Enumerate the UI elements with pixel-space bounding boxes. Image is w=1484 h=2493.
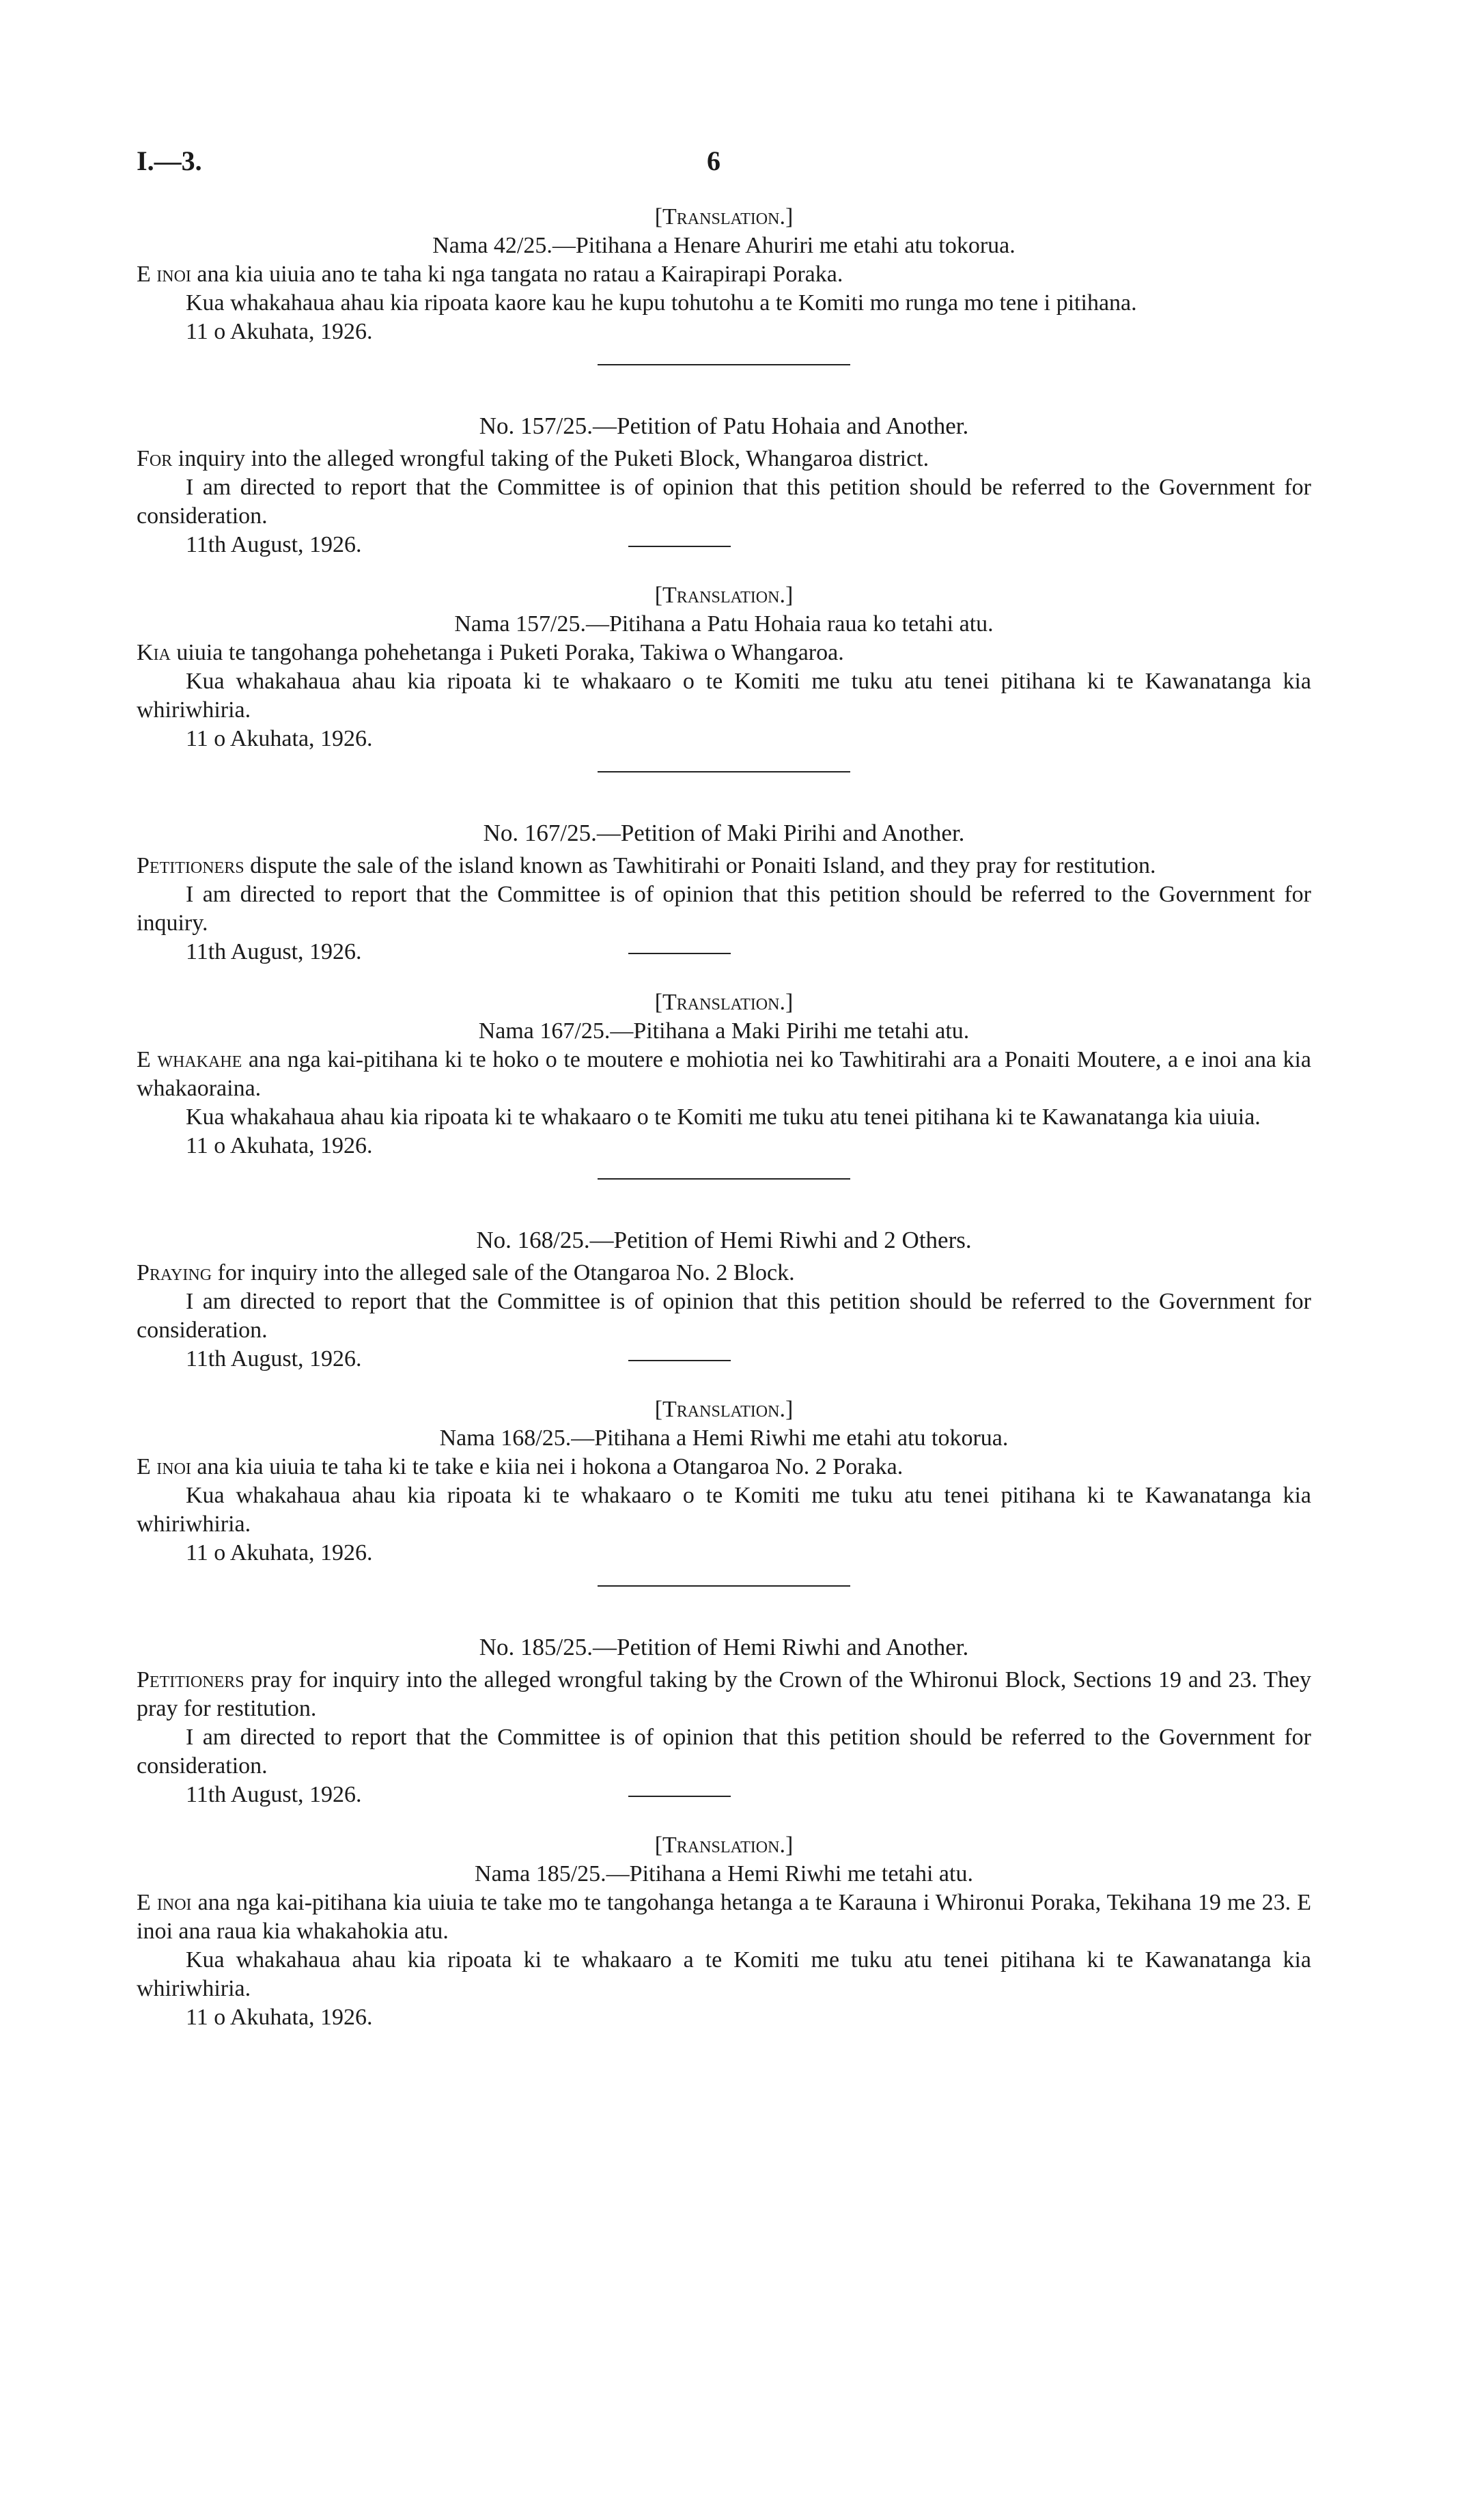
petition-157: [137, 412, 1311, 753]
short-divider: [628, 1360, 731, 1361]
maori-date: 11 o Akuhata, 1926.: [186, 1540, 373, 1565]
petition-title: No. 185/25.—Petition of Hemi Riwhi and Another.: [479, 1634, 969, 1660]
paragraph-text: ana nga kai-pitihana ki te hoko o te moutere e mohiotia nei ko Tawhitirahi ara a Ponaiti Moutere, a e inoi ana kia whakaoraina.: [137, 1047, 1311, 1101]
english-date-line: [137, 1781, 1311, 1809]
page-number: 6: [707, 145, 720, 176]
english-date: 11th August, 1926.: [186, 1782, 362, 1807]
translation-label: [Translation.]: [654, 583, 794, 608]
lead-in: Kia: [137, 640, 171, 665]
section-divider: [598, 1178, 850, 1180]
short-divider: [628, 953, 731, 954]
translation-label: [Translation.]: [654, 1833, 794, 1858]
lead-in: Praying: [137, 1260, 212, 1285]
paragraph-text: inquiry into the alleged wrongful taking of the Puketi Block, Whangaroa district.: [172, 446, 929, 471]
maori-paragraph: Kua whakahaua ahau kia ripoata ki te whakaaro a te Komiti me tuku atu tenei pitihana ki te Kawanatanga kia whiriwhiria.: [137, 1947, 1311, 2001]
english-date-line: [137, 531, 1311, 559]
english-paragraph: [137, 1259, 1311, 1287]
english-date-line: [137, 1345, 1311, 1374]
paragraph-text: ana nga kai-pitihana kia uiuia te take mo te tangohanga hetanga a te Karauna i Whironui Poraka, Tekihana 19 me 23. E inoi ana raua kia whakahokia atu.: [137, 1890, 1312, 1944]
paragraph-text: pray for inquiry into the alleged wrongful taking by the Crown of the Whironui Block, Sections 19 and 23. They pray for restitution.: [137, 1667, 1311, 1721]
maori-paragraph: [137, 260, 1311, 289]
lead-in: Petitioners: [137, 853, 244, 878]
petition-167: [137, 819, 1311, 1160]
translation-label: [Translation.]: [654, 204, 794, 229]
maori-date: 11 o Akuhata, 1926.: [186, 319, 373, 344]
english-date-line: [137, 938, 1311, 966]
page-header: [137, 147, 1311, 188]
lead-in: E whakahe: [137, 1047, 242, 1072]
maori-date: 11 o Akuhata, 1926.: [186, 2005, 373, 2030]
petition-168: [137, 1226, 1311, 1568]
maori-paragraph: [137, 1046, 1311, 1103]
paragraph-text: ana kia uiuia ano te taha ki nga tangata no ratau a Kairapirapi Poraka.: [191, 262, 843, 287]
translation-label: [Translation.]: [654, 990, 794, 1015]
document-page: [137, 147, 1311, 2032]
english-paragraph: I am directed to report that the Committee is of opinion that this petition should be referred to the Government for consideration.: [137, 1725, 1311, 1779]
lead-in: E inoi: [137, 262, 191, 287]
english-paragraph: I am directed to report that the Committee is of opinion that this petition should be referred to the Government for consideration.: [137, 1289, 1311, 1343]
petition-185: [137, 1633, 1311, 2032]
paragraph-text: uiuia te tangohanga pohehetanga i Puketi Poraka, Takiwa o Whangaroa.: [170, 640, 844, 665]
english-date: 11th August, 1926.: [186, 939, 362, 964]
lead-in: Petitioners: [137, 1667, 244, 1693]
english-paragraph: I am directed to report that the Committee is of opinion that this petition should be referred to the Government for inquiry.: [137, 882, 1311, 936]
english-paragraph: I am directed to report that the Committee is of opinion that this petition should be referred to the Government for consideration.: [137, 475, 1311, 529]
lead-in: For: [137, 446, 173, 471]
maori-date: 11 o Akuhata, 1926.: [186, 1133, 373, 1158]
maori-title: Nama 185/25.—Pitihana a Hemi Riwhi me tetahi atu.: [475, 1861, 973, 1886]
series-number: I.—3.: [137, 145, 202, 176]
english-paragraph: [137, 445, 1311, 473]
petition-title: No. 157/25.—Petition of Patu Hohaia and Another.: [479, 413, 969, 439]
paragraph-text: ana kia uiuia te taha ki te take e kiia nei i hokona a Otangaroa No. 2 Poraka.: [191, 1454, 904, 1479]
english-paragraph: [137, 1666, 1311, 1723]
english-date: 11th August, 1926.: [186, 532, 362, 557]
petition-title: No. 168/25.—Petition of Hemi Riwhi and 2 Others.: [476, 1227, 972, 1253]
english-date: 11th August, 1926.: [186, 1346, 362, 1371]
paragraph-text: dispute the sale of the island known as Tawhitirahi or Ponaiti Island, and they pray for restitution.: [244, 853, 1156, 878]
short-divider: [628, 1796, 731, 1797]
english-paragraph: [137, 852, 1311, 880]
maori-paragraph: Kua whakahaua ahau kia ripoata ki te whakaaro o te Komiti me tuku atu tenei pitihana ki te Kawanatanga kia whiriwhiria.: [137, 669, 1311, 723]
paragraph-text: for inquiry into the alleged sale of the Otangaroa No. 2 Block.: [212, 1260, 795, 1285]
maori-paragraph: Kua whakahaua ahau kia ripoata kaore kau he kupu tohutohu a te Komiti mo runga mo tene i pitihana.: [186, 290, 1137, 316]
petition-title: No. 167/25.—Petition of Maki Pirihi and Another.: [483, 820, 965, 846]
section-divider: [598, 364, 850, 365]
maori-paragraph: [137, 639, 1311, 667]
maori-title: Nama 168/25.—Pitihana a Hemi Riwhi me etahi atu tokorua.: [439, 1425, 1009, 1451]
section-divider: [598, 1585, 850, 1587]
maori-paragraph: [137, 1453, 1311, 1481]
lead-in: E inoi: [137, 1890, 192, 1915]
maori-paragraph: Kua whakahaua ahau kia ripoata ki te whakaaro o te Komiti me tuku atu tenei pitihana ki te Kawanatanga kia uiuia.: [186, 1104, 1261, 1130]
maori-title: Nama 157/25.—Pitihana a Patu Hohaia raua ko tetahi atu.: [454, 611, 994, 637]
maori-date: 11 o Akuhata, 1926.: [186, 726, 373, 751]
section-divider: [598, 771, 850, 772]
petition-42-translation: [137, 203, 1311, 346]
maori-paragraph: Kua whakahaua ahau kia ripoata ki te whakaaro o te Komiti me tuku atu tenei pitihana ki te Kawanatanga kia whiriwhiria.: [137, 1483, 1311, 1537]
maori-title: Nama 167/25.—Pitihana a Maki Pirihi me tetahi atu.: [478, 1018, 970, 1044]
translation-label: [Translation.]: [654, 1397, 794, 1422]
maori-title: Nama 42/25.—Pitihana a Henare Ahuriri me etahi atu tokorua.: [432, 233, 1016, 258]
short-divider: [628, 546, 731, 547]
maori-paragraph: [137, 1889, 1311, 1946]
lead-in: E inoi: [137, 1454, 191, 1479]
